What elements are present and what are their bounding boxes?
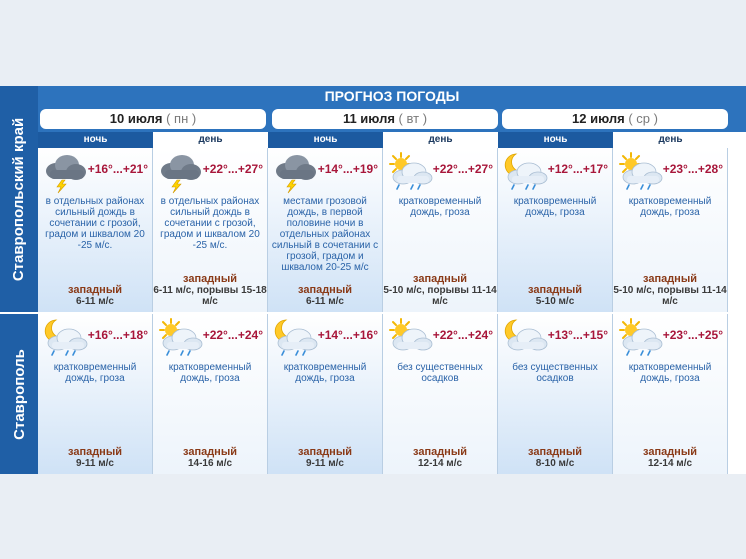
date-label: 10 июля <box>109 111 163 126</box>
wind-speed: 5-10 м/с, порывы 11-14 м/с <box>613 285 727 307</box>
weather-description: в отдельных районах сильный дождь в сочетании с грозой, градом и шквалом 20 -25 м/с. <box>45 196 145 251</box>
region-label: Ставрополь <box>10 348 28 440</box>
sun-cloud-rain-icon <box>617 152 663 194</box>
wind-direction: западный <box>183 273 237 285</box>
moon-cloud-rain-icon <box>502 152 548 194</box>
wind-direction: западный <box>68 446 122 458</box>
weekday-label: пн <box>174 111 189 126</box>
sun-cloud-rain-icon <box>387 152 433 194</box>
temperature-range: +23°...+28° <box>662 162 723 176</box>
forecast-cell <box>613 148 728 312</box>
weather-description: кратковременный дождь, гроза <box>283 362 367 384</box>
weather-description: местами грозовой дождь, в первой половине ночи в отдельных районах сильный в сочетании с грозой, градом и шквалом 20-25 м/с <box>271 196 379 273</box>
period-night-label: ночь <box>38 132 153 148</box>
temperature-range: +12°...+17° <box>547 162 608 176</box>
wind-direction: западный <box>183 446 237 458</box>
moon-cloud-rain-icon <box>272 318 318 360</box>
forecast-cell <box>153 148 268 312</box>
weather-description: кратковременный дождь, гроза <box>513 196 597 218</box>
forecast-cell <box>38 314 153 474</box>
sun-cloud-rain-icon <box>617 318 663 360</box>
wind-info <box>268 284 382 307</box>
wind-info <box>383 446 497 469</box>
temperature-range: +16°...+21° <box>87 162 148 176</box>
weather-description: кратковременный дождь, гроза <box>53 362 137 384</box>
moon-cloud-rain-icon <box>42 318 88 360</box>
period-day-label: день <box>613 132 728 148</box>
region-label: Ставропольский край <box>10 117 28 281</box>
weather-description: кратковременный дождь, гроза <box>628 196 712 218</box>
weather-forecast-table <box>0 86 746 474</box>
period-day-label: день <box>383 132 498 148</box>
wind-direction: западный <box>413 446 467 458</box>
forecast-cell <box>268 148 383 312</box>
wind-info <box>613 273 727 307</box>
wind-info <box>498 284 612 307</box>
wind-speed: 12-14 м/с <box>647 458 693 469</box>
temperature-range: +22°...+24° <box>432 328 493 342</box>
date-label: 12 июля <box>572 111 625 126</box>
wind-speed: 9-11 м/с <box>306 458 344 469</box>
date-header: 10 июля ( пн ) <box>40 109 266 129</box>
temperature-range: +22°...+27° <box>432 162 493 176</box>
temperature-range: +14°...+19° <box>317 162 378 176</box>
date-label: 11 июля <box>342 111 395 126</box>
temperature-range: +22°...+24° <box>202 328 263 342</box>
temperature-range: +13°...+15° <box>547 328 608 342</box>
thunderstorm-icon <box>272 152 318 194</box>
region-cell-city <box>0 314 38 474</box>
moon-cloud-icon <box>502 318 548 360</box>
wind-direction: западный <box>298 446 352 458</box>
thunderstorm-icon <box>42 152 88 194</box>
weather-description: без существенных осадков <box>512 362 598 384</box>
weather-description: кратковременный дождь, гроза <box>168 362 252 384</box>
date-row <box>38 106 746 132</box>
weather-description: кратковременный дождь, гроза <box>398 196 482 218</box>
weather-description: в отдельных районах сильный дождь в сочетании с грозой, градом и шквалом 20 -25 м/с. <box>160 196 260 251</box>
forecast-cell <box>383 314 498 474</box>
forecast-cell <box>268 314 383 474</box>
wind-direction: западный <box>68 284 122 296</box>
forecast-cell <box>498 314 613 474</box>
sun-cloud-rain-icon <box>157 318 203 360</box>
wind-direction: западный <box>643 273 697 285</box>
weekday-label: вт <box>406 111 420 126</box>
wind-info <box>38 284 152 307</box>
wind-info <box>153 273 267 307</box>
wind-speed: 6-11 м/с <box>306 296 344 307</box>
wind-speed: 5-10 м/с <box>535 296 575 307</box>
period-row <box>38 132 746 148</box>
thunderstorm-icon <box>157 152 203 194</box>
wind-speed: 9-11 м/с <box>76 458 114 469</box>
date-header: 12 июля ( ср ) <box>502 109 728 129</box>
wind-direction: западный <box>528 446 582 458</box>
wind-info <box>38 446 152 469</box>
wind-speed: 5-10 м/с, порывы 11-14 м/с <box>383 285 497 307</box>
wind-direction: западный <box>298 284 352 296</box>
weekday-label: ср <box>636 111 651 126</box>
period-night-label: ночь <box>498 132 613 148</box>
wind-speed: 8-10 м/с <box>535 458 575 469</box>
sun-cloud-icon <box>387 318 433 360</box>
wind-speed: 12-14 м/с <box>417 458 463 469</box>
forecast-cell <box>38 148 153 312</box>
temperature-range: +14°...+16° <box>317 328 378 342</box>
wind-speed: 6-11 м/с <box>76 296 114 307</box>
region-column <box>0 86 38 474</box>
temperature-range: +22°...+27° <box>202 162 263 176</box>
row-divider <box>38 312 746 314</box>
forecast-cell <box>383 148 498 312</box>
forecast-cell <box>153 314 268 474</box>
wind-direction: западный <box>413 273 467 285</box>
region-cell-krai <box>0 86 38 312</box>
forecast-cell <box>498 148 613 312</box>
wind-info <box>268 446 382 469</box>
temperature-range: +16°...+18° <box>87 328 148 342</box>
wind-speed: 6-11 м/с, порывы 15-18 м/с <box>153 285 267 307</box>
wind-info <box>383 273 497 307</box>
wind-info <box>498 446 612 469</box>
forecast-cell <box>613 314 728 474</box>
wind-info <box>153 446 267 469</box>
wind-info <box>613 446 727 469</box>
forecast-title: ПРОГНОЗ ПОГОДЫ <box>38 86 746 106</box>
date-header: 11 июля ( вт ) <box>272 109 498 129</box>
weather-description: без существенных осадков <box>397 362 483 384</box>
period-night-label: ночь <box>268 132 383 148</box>
period-day-label: день <box>153 132 268 148</box>
wind-speed: 14-16 м/с <box>187 458 233 469</box>
temperature-range: +23°...+25° <box>662 328 723 342</box>
weather-description: кратковременный дождь, гроза <box>628 362 712 384</box>
wind-direction: западный <box>528 284 582 296</box>
wind-direction: западный <box>643 446 697 458</box>
